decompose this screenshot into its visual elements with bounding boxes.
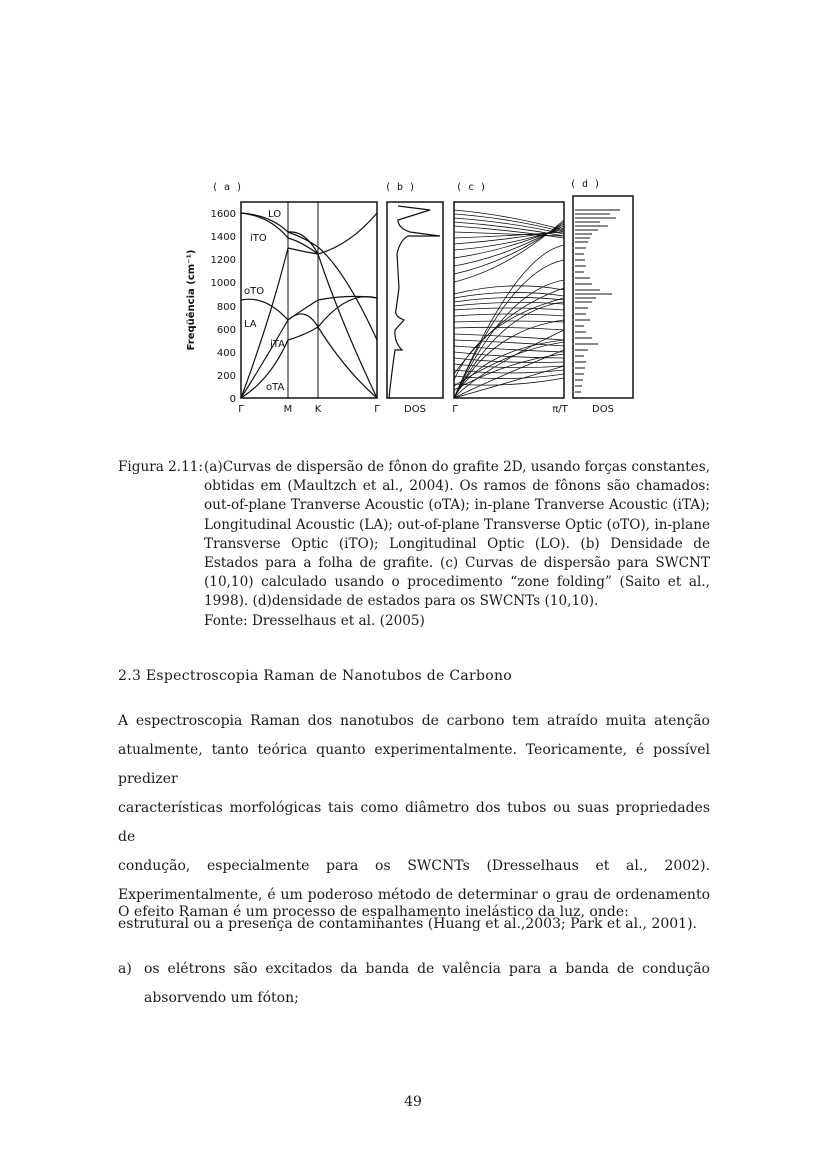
branch-label-ito: iTO bbox=[250, 233, 267, 244]
y-tick-1200: 1200 bbox=[210, 255, 236, 266]
branch-label-lo: LO bbox=[268, 209, 282, 220]
x-tick-c-pi-t: π/T bbox=[552, 404, 568, 415]
paragraph-line: condução, especialmente para os SWCNTs (Dresselhaus et al., 2002). bbox=[118, 858, 710, 874]
panel-label-b: ( b ) bbox=[385, 182, 416, 193]
y-tick-0: 0 bbox=[229, 394, 236, 405]
paragraph-line: A espectroscopia Raman dos nanotubos de carbono tem atraído muita atenção bbox=[118, 713, 710, 729]
paragraph-line: Experimentalmente, é um poderoso método de determinar o grau de ordenamento bbox=[118, 887, 710, 903]
paragraph-line: atualmente, tanto teórica quanto experimentalmente. Teoricamente, é possível predizer bbox=[118, 742, 710, 787]
list-item-line: absorvendo um fóton; bbox=[144, 990, 299, 1006]
x-tick-gamma-2: Γ bbox=[374, 404, 380, 415]
y-tick-1000: 1000 bbox=[210, 278, 236, 289]
branch-label-ita: iTA bbox=[270, 339, 285, 350]
figure-caption bbox=[118, 458, 710, 631]
y-tick-800: 800 bbox=[216, 302, 236, 313]
panel-b-frame bbox=[387, 202, 443, 398]
section-title: 2.3 Espectroscopia Raman de Nanotubos de Carbono bbox=[118, 668, 513, 684]
branch-label-ota: oTA bbox=[266, 382, 285, 393]
ordered-list bbox=[118, 955, 710, 1013]
x-tick-b-dos: DOS bbox=[404, 404, 426, 415]
curve-la bbox=[241, 248, 377, 398]
x-tick-d-dos: DOS bbox=[592, 404, 614, 415]
panel-a-x-ticks bbox=[238, 404, 380, 415]
paragraph-line: características morfológicas tais como diâmetro dos tubos ou suas propriedades de bbox=[118, 800, 710, 845]
phonon-dispersion-figure bbox=[180, 170, 650, 430]
caption-text: (a)Curvas de dispersão de fônon do grafite 2D, usando forças constantes, obtidas em (Maultzch et al., 2004). Os ramos de fônons são chamados: out-of-plane Tranverse Acoustic (oTA); in-plane Tranverse Acoustic (iTA); Longitudinal Acoustic (LA); out-of-plane Transverse Optic (oTO), in-plane Transverse Optic (iTO); Longitudinal Optic (LO). (b) Densidade de Estados para a folha de grafite. (c) Curvas de dispersão para SWCNT (10,10) calculado usando o procedimento “zone folding” (Saito et al., 1998). (d)densidade de estados para os SWCNTs (10,10). bbox=[204, 459, 710, 610]
panel-c-dispersion-curves bbox=[454, 210, 564, 398]
y-tick-1400: 1400 bbox=[210, 232, 236, 243]
y-ticks bbox=[211, 209, 236, 405]
x-tick-gamma-1: Γ bbox=[238, 404, 244, 415]
figure-canvas bbox=[180, 170, 650, 430]
list-marker: a) bbox=[118, 961, 132, 977]
x-tick-c-gamma: Γ bbox=[452, 404, 458, 415]
list-item-line: os elétrons são excitados da banda de valência para a banda de condução bbox=[144, 961, 710, 977]
panel-label-c: ( c ) bbox=[456, 182, 487, 193]
panel-label-a: ( a ) bbox=[212, 182, 243, 193]
caption-source: Fonte: Dresselhaus et al. (2005) bbox=[204, 612, 425, 629]
y-axis-label: Freqüência (cm⁻¹) bbox=[186, 249, 197, 351]
y-tick-1600: 1600 bbox=[210, 209, 236, 220]
curve-ita bbox=[241, 314, 377, 398]
page-number: 49 bbox=[404, 1094, 422, 1110]
paragraph-line: estrutural ou a presença de contaminantes (Huang et al.,2003; Park et al., 2001). bbox=[118, 916, 697, 932]
x-tick-m: M bbox=[283, 404, 293, 415]
panel-b-dos-curve bbox=[389, 206, 440, 398]
caption-label: Figura 2.11: bbox=[118, 459, 204, 475]
y-tick-200: 200 bbox=[216, 371, 236, 382]
x-tick-k: K bbox=[314, 404, 322, 415]
panel-d-dos-spikes bbox=[575, 210, 620, 392]
branch-label-la: LA bbox=[244, 319, 257, 330]
y-tick-600: 600 bbox=[216, 325, 236, 336]
list-item bbox=[118, 955, 710, 1013]
curve-ota bbox=[241, 297, 377, 398]
panel-label-d: ( d ) bbox=[570, 179, 601, 190]
paragraph-raman-effect: O efeito Raman é um processo de espalhamento inelástico da luz, onde: bbox=[118, 904, 629, 920]
branch-label-oto: oTO bbox=[244, 286, 265, 297]
y-tick-400: 400 bbox=[216, 348, 236, 359]
branch-labels bbox=[244, 209, 285, 393]
